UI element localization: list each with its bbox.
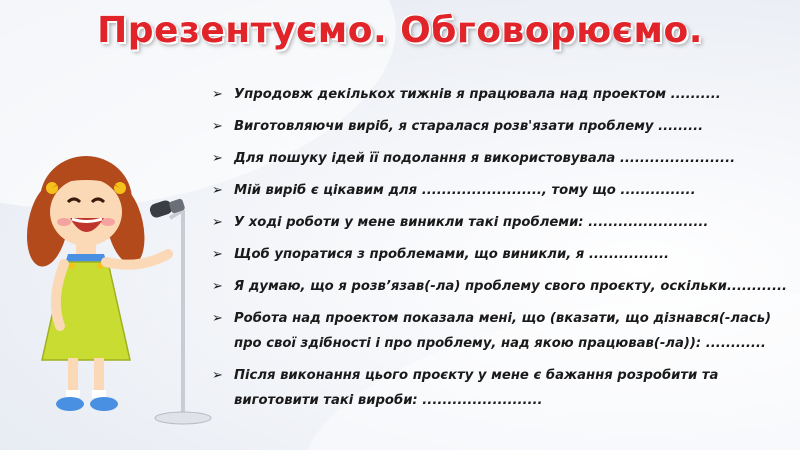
arrowhead-bullet-icon: ➢ — [212, 87, 223, 102]
slide-title: Презентуємо. Обговорюємо. — [97, 10, 703, 51]
arrowhead-bullet-icon: ➢ — [212, 183, 223, 198]
list-item-text: Після виконання цього проєкту у мене є бажання розробити та виготовити такі вироби: ........................ — [234, 368, 724, 408]
prompt-list — [212, 82, 798, 420]
list-item — [212, 242, 798, 267]
arrowhead-bullet-icon: ➢ — [212, 151, 223, 166]
arrowhead-bullet-icon: ➢ — [212, 119, 223, 134]
list-item-text: У ході роботи у мене виникли такі проблеми: ........................ — [234, 215, 709, 230]
microphone-stand-icon — [148, 198, 211, 424]
list-item — [212, 146, 798, 171]
list-item-text: Робота над проектом показала мені, що (вказати, що дізнався(-лась) про свої здібності і про проблему, над якою працював(-ла)): ............ — [234, 311, 776, 351]
list-item-text: Виготовляючи виріб, я старалася розв'язати проблему ......... — [234, 119, 704, 134]
list-item-text: Упродовж декількох тижнів я працювала над проектом .......... — [234, 87, 721, 102]
arrowhead-bullet-icon: ➢ — [212, 368, 223, 383]
arrowhead-bullet-icon: ➢ — [212, 311, 223, 326]
list-item-text: Я думаю, що я розв’язав(-ла) проблему свого проєкту, оскільки............ — [234, 279, 787, 294]
list-item-text: Мій виріб є цікавим для ........................, тому що ............... — [234, 183, 696, 198]
singing-girl-illustration — [20, 150, 240, 430]
list-item — [212, 306, 798, 356]
arrowhead-bullet-icon: ➢ — [212, 279, 223, 294]
list-item — [212, 210, 798, 235]
list-item — [212, 82, 798, 107]
arrowhead-bullet-icon: ➢ — [212, 247, 223, 262]
list-item — [212, 274, 798, 299]
arrowhead-bullet-icon: ➢ — [212, 215, 223, 230]
list-item-text: Для пошуку ідей її подолання я використовувала ....................... — [234, 151, 736, 166]
list-item-text: Щоб упоратися з проблемами, що виникли, я ................ — [234, 247, 670, 262]
list-item — [212, 363, 798, 413]
list-item — [212, 114, 798, 139]
list-item — [212, 178, 798, 203]
